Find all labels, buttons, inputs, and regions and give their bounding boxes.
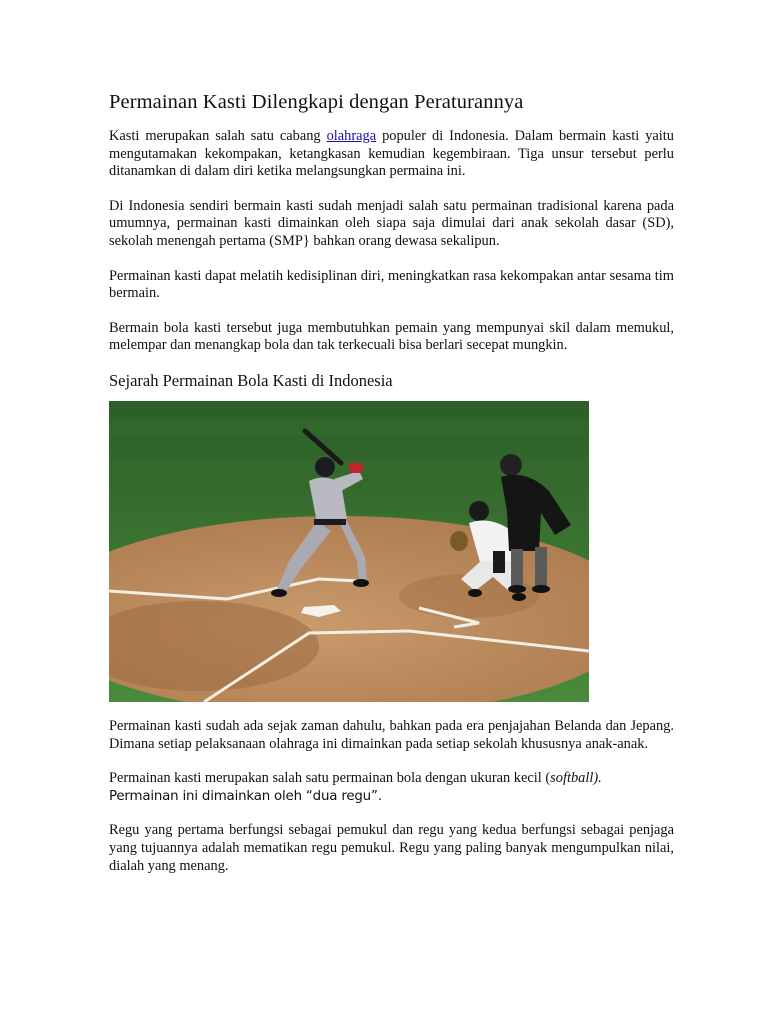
olahraga-link[interactable]: olahraga	[326, 128, 377, 144]
softball-italic: softball).	[550, 770, 602, 787]
intro-text-before: Kasti merupakan salah satu cabang	[109, 128, 327, 144]
paragraph-history-origin: Permainan kasti sudah ada sejak zaman dahulu, bahkan pada era penjajahan Belanda dan Jepang. Dimana setiap pelaksanaan olahraga ini dimainkan pada setiap sekolah khususnya anak-anak.	[109, 718, 674, 752]
intro-text-after: populer di Indonesia. Dalam bermain kasti yaitu mengutamakan kekompakan, ketangkasan kemudian kegembiraan. Tiga unsur tersebut perlu ditanamkan di dalam diri ketika melangsungkan permaina ini.	[109, 128, 674, 180]
baseball-photo	[109, 401, 589, 702]
page-title: Permainan Kasti Dilengkapi dengan Peraturannya	[109, 91, 524, 113]
paragraph-indonesia: Di Indonesia sendiri bermain kasti sudah menjadi salah satu permainan tradisional karena pada umumnya, permainan kasti dimainkan oleh siapa saja dimulai dari anak sekolah dasar (SD), sekolah menengah pertama (SMP} bahkan orang dewasa sekalipun.	[109, 197, 674, 249]
softball-text-2: Permainan ini dimainkan oleh “dua regu”.	[109, 788, 382, 804]
article	[109, 88, 674, 391]
section-heading-history: Sejarah Permainan Bola Kasti di Indonesia	[109, 370, 393, 390]
paragraph-discipline: Permainan kasti dapat melatih kedisiplinan diri, meningkatkan rasa kekompakan antar sesama tim bermain.	[109, 267, 674, 302]
paragraph-teams: Regu yang pertama berfungsi sebagai pemukul dan regu yang kedua berfungsi sebagai penjaga yang tujuannya adalah mematikan regu pemukul. Regu yang paling banyak mengumpulkan nilai, dialah yang menang.	[109, 822, 674, 874]
softball-text-1: Permainan kasti merupakan salah satu permainan bola dengan ukuran kecil (	[109, 770, 551, 787]
intro-paragraph	[109, 128, 674, 181]
paragraph-softball	[109, 770, 674, 805]
history-section	[109, 718, 674, 875]
paragraph-skills: Bermain bola kasti tersebut juga membutuhkan pemain yang mempunyai skil dalam memukul, melempar dan menangkap bola dan tak terkecuali bisa berlari secepat mungkin.	[109, 319, 674, 354]
